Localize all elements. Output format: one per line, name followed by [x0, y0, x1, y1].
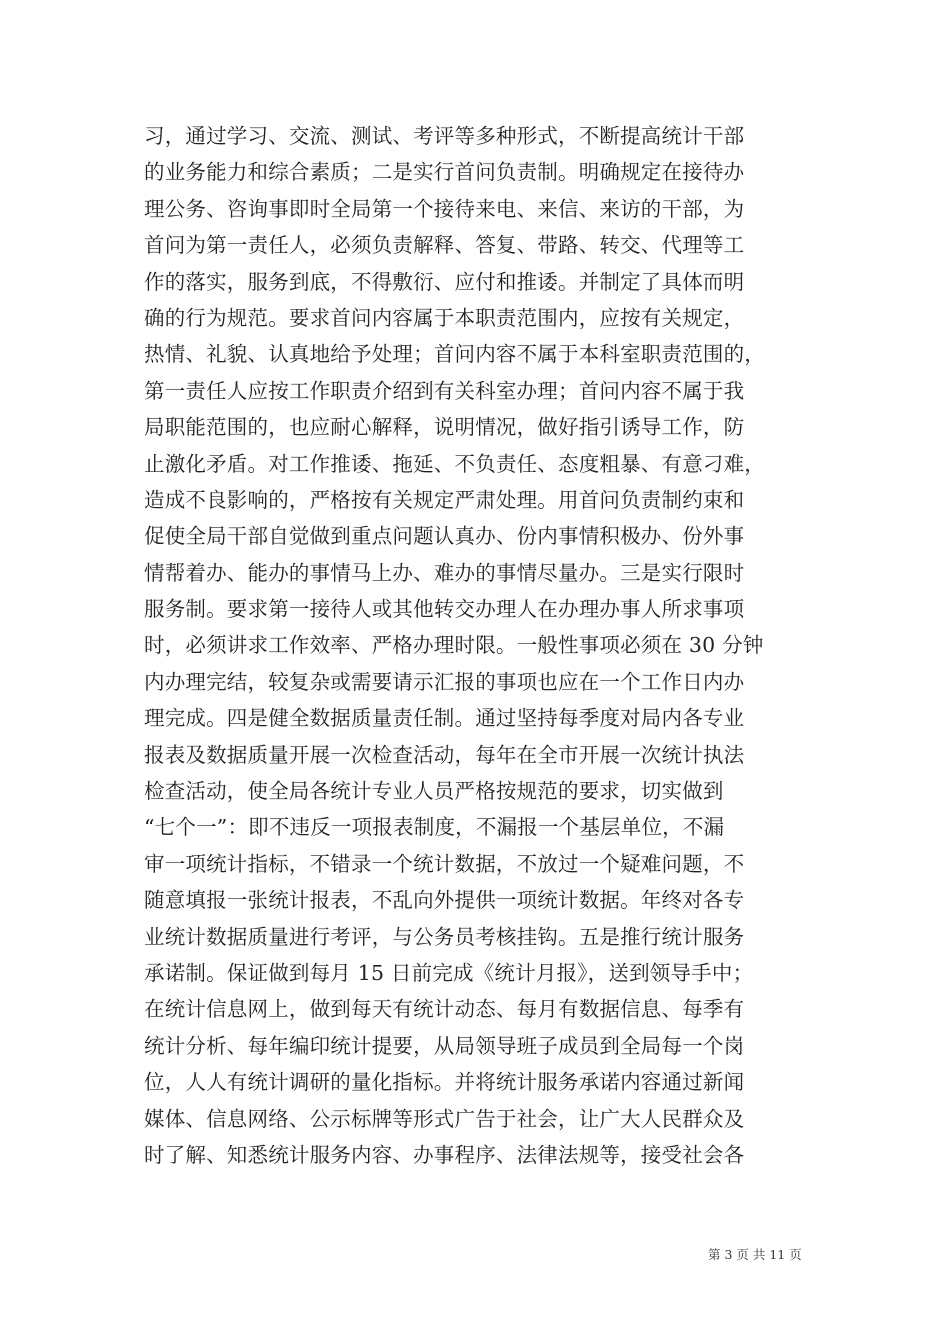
- text-line: 理完成。四是健全数据质量责任制。通过坚持每季度对局内各专业: [144, 706, 745, 731]
- text-line: 确的行为规范。要求首问内容属于本职责范围内，应按有关规定，: [144, 305, 745, 330]
- text-line: 媒体、信息网络、公示标牌等形式广告于社会，让广大人民群众及: [144, 1106, 745, 1131]
- text-line: 承诺制。保证做到每月 15 日前完成《统计月报》，送到领导手中；: [144, 960, 754, 985]
- text-line: 时，必须讲求工作效率、严格办理时限。一般性事项必须在 30 分钟: [144, 633, 764, 658]
- text-line: 服务制。要求第一接待人或其他转交办理人在办理办事人所求事项: [144, 597, 745, 622]
- page-number-footer: 第 3 页 共 11 页: [708, 1247, 802, 1262]
- text-line: 习，通过学习、交流、测试、考评等多种形式，不断提高统计干部: [144, 124, 745, 148]
- text-line: “七个一”：即不违反一项报表制度，不漏报一个基层单位，不漏: [144, 815, 725, 840]
- text-line: 首问为第一责任人，必须负责解释、答复、带路、转交、代理等工: [144, 233, 745, 258]
- text-line: 内办理完结，较复杂或需要请示汇报的事项也应在一个工作日内办: [144, 669, 745, 694]
- text-line: 检查活动，使全局各统计专业人员严格按规范的要求，切实做到: [144, 779, 724, 804]
- text-line: 位，人人有统计调研的量化指标。并将统计服务承诺内容通过新闻: [144, 1070, 745, 1095]
- text-line: 统计分析、每年编印统计提要，从局领导班子成员到全局每一个岗: [144, 1033, 745, 1058]
- text-line: 止激化矛盾。对工作推诿、拖延、不负责任、态度粗暴、有意刁难，: [144, 451, 765, 476]
- text-line: 随意填报一张统计报表，不乱向外提供一项统计数据。年终对各专: [144, 888, 745, 913]
- text-line: 作的落实，服务到底，不得敷衍、应付和推诿。并制定了具体而明: [144, 269, 745, 294]
- text-line: 局职能范围的，也应耐心解释，说明情况，做好指引诱导工作，防: [144, 415, 745, 440]
- text-line: 业统计数据质量进行考评，与公务员考核挂钩。五是推行统计服务: [144, 924, 745, 949]
- body-text: [144, 118, 809, 1173]
- text-line: 热情、礼貌、认真地给予处理；首问内容不属于本科室职责范围的，: [144, 342, 765, 367]
- text-line: 理公务、咨询事即时全局第一个接待来电、来信、来访的干部，为: [144, 196, 745, 221]
- text-line: 的业务能力和综合素质；二是实行首问负责制。明确规定在接待办: [144, 160, 745, 185]
- text-line: 审一项统计指标，不错录一个统计数据，不放过一个疑难问题，不: [144, 851, 745, 876]
- text-line: 在统计信息网上，做到每天有统计动态、每月有数据信息、每季有: [144, 997, 745, 1022]
- text-line: 情帮着办、能办的事情马上办、难办的事情尽量办。三是实行限时: [144, 560, 745, 585]
- text-line: 促使全局干部自觉做到重点问题认真办、份内事情积极办、份外事: [144, 524, 745, 549]
- text-line: 第一责任人应按工作职责介绍到有关科室办理；首问内容不属于我: [144, 378, 745, 403]
- text-line: 时了解、知悉统计服务内容、办事程序、法律法规等，接受社会各: [144, 1142, 745, 1167]
- text-line: 报表及数据质量开展一次检查活动，每年在全市开展一次统计执法: [144, 742, 745, 767]
- text-line: 造成不良影响的，严格按有关规定严肃处理。用首问负责制约束和: [144, 487, 745, 512]
